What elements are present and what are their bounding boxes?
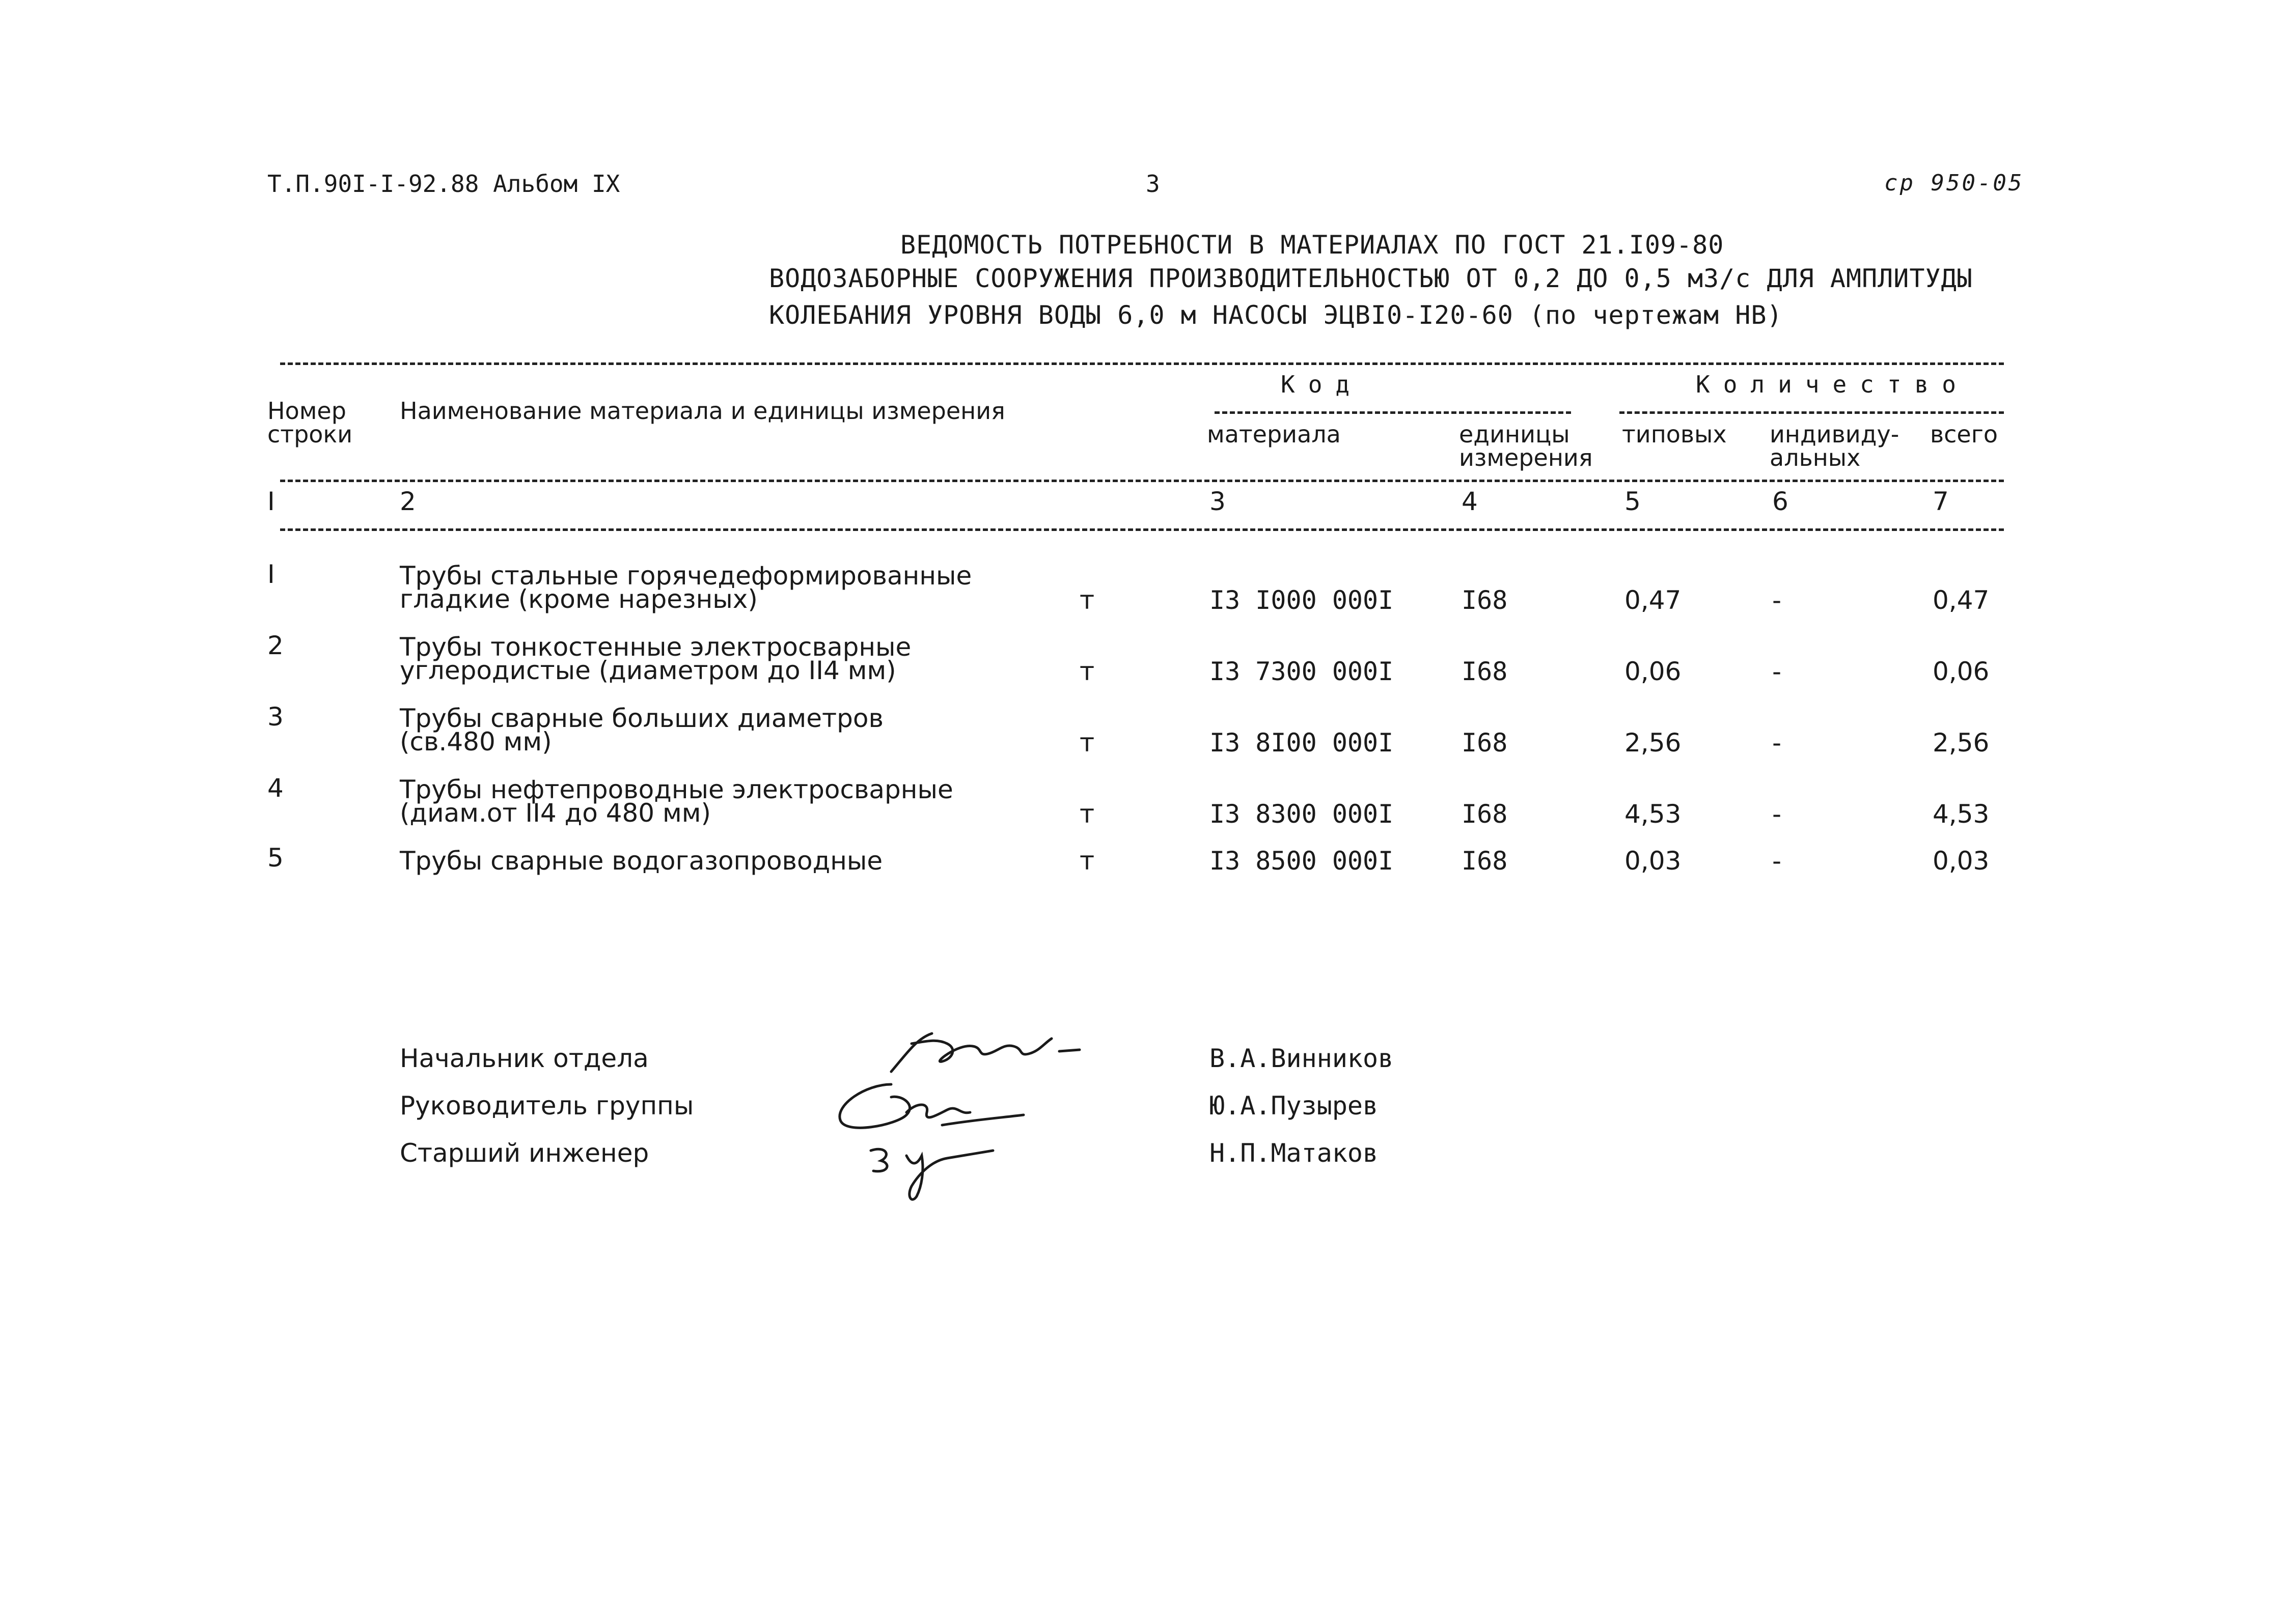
- signature-name-2: Ю.А.Пузырев: [1209, 1091, 1379, 1121]
- total-qty: 2,56: [1933, 728, 1990, 758]
- typical-qty: 0,47: [1624, 585, 1682, 615]
- typical-qty: 0,06: [1624, 657, 1682, 686]
- material-code: I3 8500 000I: [1209, 846, 1394, 876]
- unit: т: [1080, 799, 1095, 829]
- unit-code: I68: [1462, 799, 1508, 829]
- material-code: I3 I000 000I: [1209, 585, 1394, 615]
- header-unit-code: единицы измерения: [1459, 421, 1593, 471]
- material-name: Трубы нефтепроводные электросварные (диам.от II4 до 480 мм): [400, 775, 953, 828]
- col-number-4: 4: [1462, 487, 1478, 516]
- material-name: Трубы сварные водогазопроводные: [400, 846, 883, 876]
- document-reference: Т.П.90I-I-92.88 Альбом IX: [267, 170, 620, 198]
- header-quantity-group: Количество: [1696, 371, 1969, 398]
- header-individual: индивиду- альных: [1770, 421, 1899, 471]
- row-number: 3: [267, 702, 284, 732]
- unit: т: [1080, 846, 1095, 876]
- table-top-rule: [280, 362, 2004, 365]
- individual-qty: -: [1772, 799, 1782, 829]
- col-number-1: I: [267, 487, 275, 516]
- title-line-3: КОЛЕБАНИЯ УРОВНЯ ВОДЫ 6,0 м НАСОСЫ ЭЦВI0-I20-60 (по чертежам НВ): [769, 300, 1783, 330]
- total-qty: 0,03: [1933, 846, 1990, 876]
- handwritten-signature-3: [861, 1130, 1013, 1207]
- header-material-code: материала: [1207, 421, 1341, 448]
- total-qty: 0,47: [1933, 585, 1990, 615]
- title-line-1: ВЕДОМОСТЬ ПОТРЕБНОСТИ В МАТЕРИАЛАХ ПО ГОСТ 21.I09-80: [900, 230, 1724, 260]
- total-qty: 4,53: [1933, 799, 1990, 829]
- typical-qty: 0,03: [1624, 846, 1682, 876]
- archive-stamp: ср 950-05: [1884, 170, 2024, 196]
- title-line-2: ВОДОЗАБОРНЫЕ СООРУЖЕНИЯ ПРОИЗВОДИТЕЛЬНОСТЬЮ ОТ 0,2 ДО 0,5 м3/с ДЛЯ АМПЛИТУДЫ: [769, 264, 1973, 293]
- unit-code: I68: [1462, 846, 1508, 876]
- col-number-6: 6: [1772, 487, 1788, 516]
- typical-qty: 2,56: [1624, 728, 1682, 758]
- material-name: Трубы стальные горячедеформированные гладкие (кроме нарезных): [400, 561, 972, 614]
- row-number: 4: [267, 773, 284, 803]
- col-numbers-bottom-rule: [280, 528, 2004, 531]
- col-number-3: 3: [1209, 487, 1226, 516]
- col-number-2: 2: [400, 487, 416, 516]
- header-code-group: Код: [1281, 371, 1363, 398]
- header-total: всего: [1930, 421, 1998, 448]
- row-number: 5: [267, 843, 284, 873]
- col-number-5: 5: [1624, 487, 1641, 516]
- individual-qty: -: [1772, 585, 1782, 615]
- signature-role-3: Старший инженер: [400, 1138, 649, 1168]
- material-code: I3 8I00 000I: [1209, 728, 1394, 758]
- unit-code: I68: [1462, 728, 1508, 758]
- unit-code: I68: [1462, 585, 1508, 615]
- material-code: I3 7300 000I: [1209, 657, 1394, 686]
- material-name: Трубы тонкостенные электросварные углеродистые (диаметром до II4 мм): [400, 632, 912, 685]
- col-number-7: 7: [1933, 487, 1949, 516]
- unit-code: I68: [1462, 657, 1508, 686]
- material-name: Трубы сварные больших диаметров (св.480 мм): [400, 704, 884, 757]
- individual-qty: -: [1772, 657, 1782, 686]
- typical-qty: 4,53: [1624, 799, 1682, 829]
- unit: т: [1080, 657, 1095, 686]
- individual-qty: -: [1772, 728, 1782, 758]
- header-bottom-rule: [280, 480, 2004, 482]
- header-typical: типовых: [1622, 421, 1727, 448]
- row-number: I: [267, 559, 275, 589]
- signature-role-1: Начальник отдела: [400, 1044, 649, 1073]
- header-material-name: Наименование материала и единицы измерения: [400, 397, 1005, 425]
- row-number: 2: [267, 631, 284, 660]
- signature-name-3: Н.П.Матаков: [1209, 1138, 1379, 1168]
- code-group-rule: [1215, 411, 1571, 414]
- unit: т: [1080, 728, 1095, 758]
- individual-qty: -: [1772, 846, 1782, 876]
- unit: т: [1080, 585, 1095, 615]
- signature-role-2: Руководитель группы: [400, 1091, 694, 1121]
- qty-group-rule: [1619, 411, 2004, 414]
- page-number: 3: [1146, 170, 1160, 198]
- signature-name-1: В.А.Винников: [1209, 1044, 1394, 1073]
- material-code: I3 8300 000I: [1209, 799, 1394, 829]
- total-qty: 0,06: [1933, 657, 1990, 686]
- header-row-number: Номер строки: [267, 397, 353, 448]
